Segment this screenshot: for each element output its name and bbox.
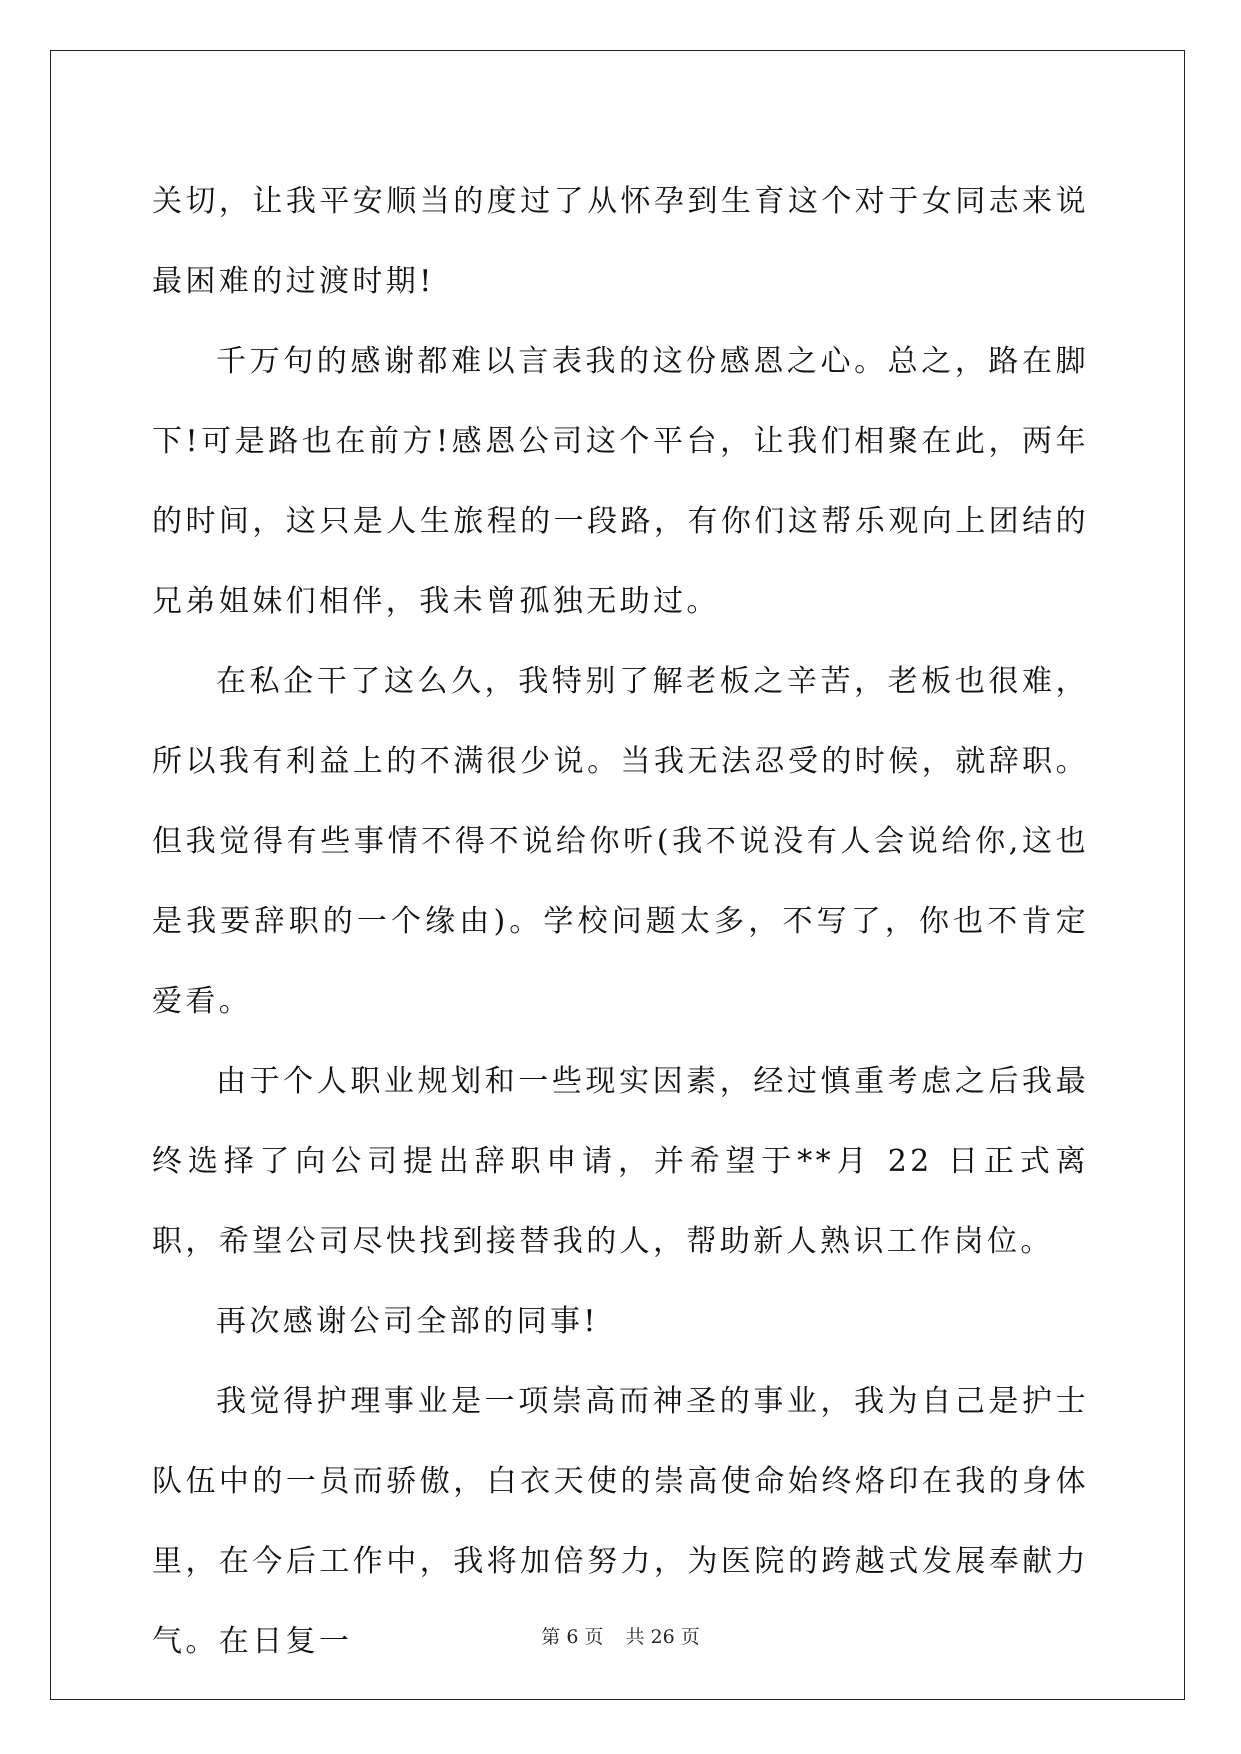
document-body [152, 162, 1089, 1682]
paragraph-1: 关切，让我平安顺当的度过了从怀孕到生育这个对于女同志来说最困难的过渡时期! [152, 184, 1089, 299]
page-number: 第 6 页 [541, 1626, 604, 1648]
paragraph-2: 千万句的感谢都难以言表我的这份感恩之心。总之，路在脚下!可是路也在前方!感恩公司这个平台，让我们相聚在此，两年的时间，这只是人生旅程的一段路，有你们这帮乐观向上团结的兄弟姐妹们相伴，我未曾孤独无助过。 [152, 344, 1089, 619]
paragraph-5: 再次感谢公司全部的同事! [216, 1304, 599, 1339]
page-total: 共 26 页 [625, 1626, 700, 1648]
paragraph-4: 由于个人职业规划和一些现实因素，经过慎重考虑之后我最终选择了向公司提出辞职申请，并希望于**月 22 日正式离职，希望公司尽快找到接替我的人，帮助新人熟识工作岗位。 [152, 1064, 1089, 1259]
paragraph-6: 我觉得护理事业是一项崇高而神圣的事业，我为自己是护士队伍中的一员而骄傲，白衣天使的崇高使命始终烙印在我的身体里，在今后工作中，我将加倍努力，为医院的跨越式发展奉献力气。在日复一 [152, 1384, 1089, 1659]
page-footer [0, 1622, 1241, 1649]
paragraph-3: 在私企干了这么久，我特别了解老板之辛苦，老板也很难，所以我有利益上的不满很少说。当我无法忍受的时候，就辞职。但我觉得有些事情不得不说给你听(我不说没有人会说给你,这也是我要辞职的一个缘由)。学校问题太多，不写了，你也不肯定爱看。 [152, 664, 1089, 1019]
